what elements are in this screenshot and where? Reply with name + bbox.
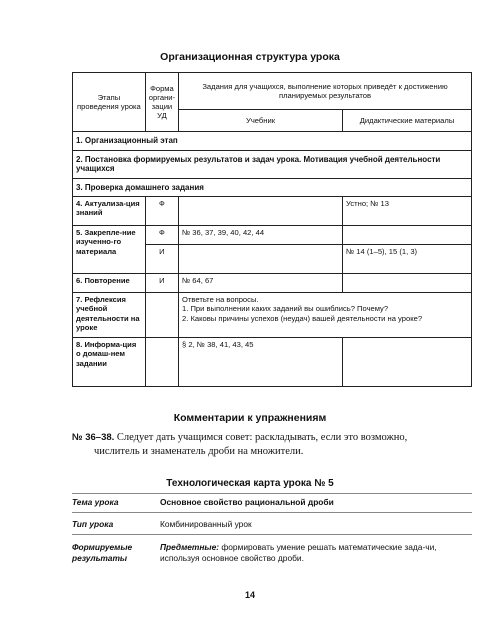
- header-didactic: Дидактические материалы: [343, 109, 472, 131]
- reflection-line: 2. Каковы причины успехов (неудач) вашей деятельности на уроке?: [182, 313, 423, 323]
- didactic-cell: Устно; № 13: [343, 197, 472, 226]
- header-textbook: Учебник: [179, 109, 343, 131]
- header-tasks: Задания для учащихся, выполнение которых приведёт к достижению планируемых результатов: [179, 73, 472, 110]
- table-row: [73, 132, 472, 151]
- form-cell: [145, 293, 178, 338]
- stage-1: 1. Организационный этап: [73, 132, 472, 151]
- textbook-cell: [179, 197, 343, 226]
- org-structure-title: Организационная структура урока: [160, 51, 340, 63]
- results-prefix: Предметные:: [160, 542, 220, 552]
- header-form: Форма органи-зации УД: [145, 73, 178, 132]
- results-label: Формируемые результаты: [72, 542, 133, 564]
- textbook-cell: № 64, 67: [179, 274, 343, 293]
- form-cell: Ф: [145, 226, 178, 245]
- table-row: [73, 338, 472, 387]
- type-value: Комбинированный урок: [160, 519, 252, 529]
- org-structure-table: [72, 72, 472, 387]
- table-row: [73, 274, 472, 293]
- tech-card-title: Технологическая карта урока № 5: [166, 478, 334, 489]
- form-cell: Ф: [145, 197, 178, 226]
- textbook-cell: [179, 245, 343, 274]
- stage-4: 4. Актуализа-ция знаний: [73, 197, 146, 226]
- results-text: формировать умение решать математические зада-чи, используя основное свойство дроби.: [160, 542, 437, 564]
- form-cell: И: [145, 245, 178, 274]
- header-stages: Этапы проведения урока: [73, 73, 146, 132]
- comment-text: Следует дать учащимся совет: раскладывать, если это возможно,: [116, 432, 408, 443]
- topic-label: Тема урока: [72, 497, 119, 507]
- table-row: [73, 178, 472, 197]
- didactic-cell: [343, 226, 472, 245]
- divider: [72, 493, 472, 494]
- stage-7: 7. Рефлексия учебной деятельности на уроке: [73, 293, 146, 338]
- reflection-line: 1. При выполнении каких заданий вы ошиблись? Почему?: [182, 304, 389, 314]
- stage-2: 2. Постановка формируемых результатов и задач урока. Мотивация учебной деятельности учащихся: [73, 150, 472, 178]
- textbook-cell: № 36, 37, 39, 40, 42, 44: [179, 226, 343, 245]
- reflection-line: Ответьте на вопросы.: [182, 295, 259, 305]
- didactic-cell: № 14 (1–5), 15 (1, 3): [343, 245, 472, 274]
- table-row: [73, 226, 472, 245]
- results-value: [160, 542, 460, 565]
- stage-8: 8. Информа-ция о домаш-нем задании: [73, 338, 146, 387]
- table-row: [73, 197, 472, 226]
- divider: [72, 512, 472, 513]
- stage-3: 3. Проверка домашнего задания: [73, 178, 472, 197]
- page-number: 14: [244, 590, 255, 600]
- stage-6: 6. Повторение: [73, 274, 146, 293]
- comment-text: числитель и знаменатель дроби на множители.: [94, 446, 304, 458]
- exercise-comment: [72, 431, 470, 459]
- table-row: [73, 150, 472, 178]
- divider: [72, 534, 472, 535]
- comments-title: Комментарии к упражнениям: [173, 412, 327, 424]
- topic-value: Основное свойство рациональной дроби: [160, 497, 334, 507]
- type-label: Тип урока: [72, 519, 114, 529]
- didactic-cell: [343, 274, 472, 293]
- stage-5: 5. Закрепле-ние изученно-го материала: [73, 226, 146, 274]
- comment-line: [72, 431, 470, 445]
- reflection-cell: [179, 293, 472, 338]
- table-row: [73, 293, 472, 338]
- didactic-cell: [343, 338, 472, 387]
- form-cell: [145, 338, 178, 387]
- table-header-row: [73, 73, 472, 110]
- exercise-number: № 36–38.: [72, 432, 115, 443]
- textbook-cell: § 2, № 38, 41, 43, 45: [179, 338, 343, 387]
- form-cell: И: [145, 274, 178, 293]
